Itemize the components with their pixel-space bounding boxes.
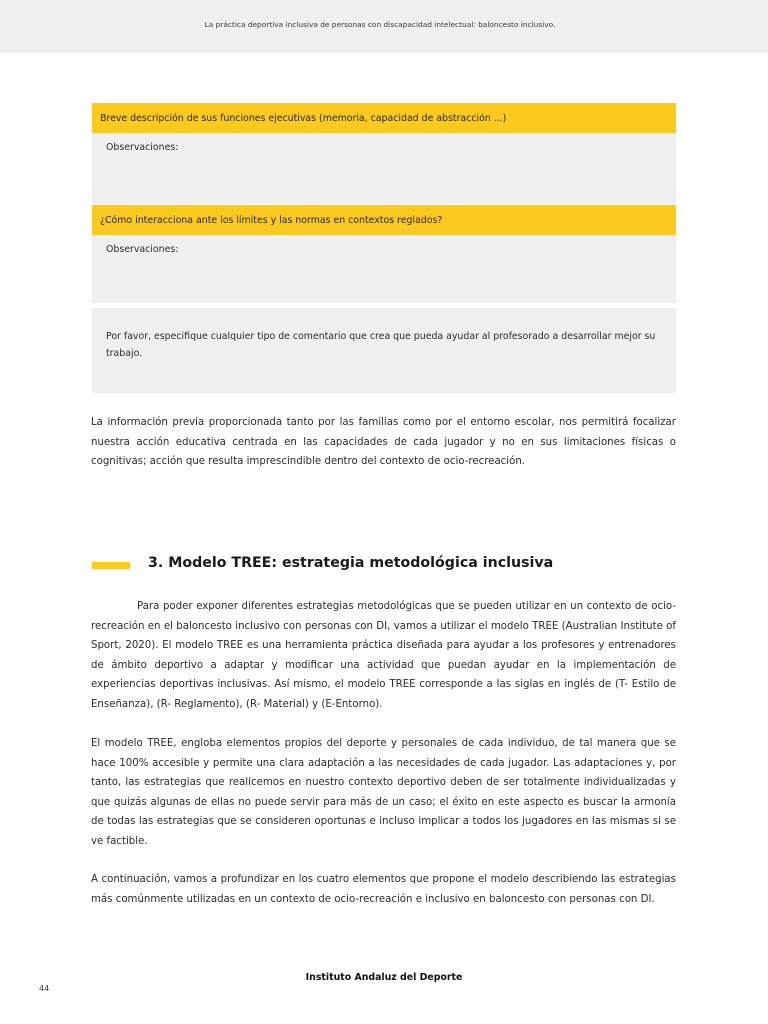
running-header xyxy=(0,0,768,53)
body-paragraph-2: El modelo TREE, engloba elementos propios del deporte y personales de cada individuo, de tal manera que se hace 100% accesible y permite una clara adaptación a las necesidades de cada jugador. Las adaptaciones y, por tanto, las estrategias que realicemos en nuestro contexto deportivo deben de ser totalmente individualizadas y que quizás algunas de ellas no puede servir para más de un caso; el éxito en este aspecto es buscar la armonía de todas las estrategias que se consideren oportunas e incluso implicar a todos los jugadores en las mismas si se ve factible. xyxy=(91,738,676,847)
form-question-1 xyxy=(92,103,676,204)
observations-label-1: Observaciones: xyxy=(106,142,179,153)
section-heading: 3. Modelo TREE: estrategia metodológica inclusiva xyxy=(148,555,554,571)
body-paragraph-3: A continuación, vamos a profundizar en los cuatro elementos que propone el modelo describiendo las estrategias más comúnmente utilizadas en un contexto de ocio-recreación e inclusivo en baloncesto con personas con DI. xyxy=(91,874,676,905)
page-number: 44 xyxy=(39,984,50,993)
comment-prompt: Por favor, especifique cualquier tipo de comentario que crea que pueda ayudar al profesorado a desarrollar mejor su trabajo. xyxy=(106,331,656,359)
observations-field-1 xyxy=(92,133,676,204)
section-marker xyxy=(92,562,130,569)
question-1-label: Breve descripción de sus funciones ejecutivas (memoria, capacidad de abstracción ...) xyxy=(92,103,676,133)
question-2-label: ¿Cómo interacciona ante los límites y las normas en contextos reglados? xyxy=(92,205,676,235)
footer-publisher: Instituto Andaluz del Deporte xyxy=(305,972,463,983)
body-paragraph-1-text: Para poder exponer diferentes estrategias metodológicas que se pueden utilizar en un contexto de ocio-recreación en el baloncesto inclusivo con personas con DI, vamos a utilizar el modelo TREE (Australian Institute of Sport, 2020). El modelo TREE es una herramienta práctica diseñada para ayudar a los profesores y entrenadores de ámbito deportivo a adaptar y modificar una actividad que puedan ayudar en la implementación de experiencias deportivas inclusivas. Así mismo, el modelo TREE corresponde a las siglas en inglés de (T- Estilo de Enseñanza), (R- Reglamento), (R- Material) y (E-Entorno). xyxy=(91,601,676,710)
intro-paragraph: La información previa proporcionada tanto por las familias como por el entorno escolar, nos permitirá focalizar nuestra acción educativa centrada en las capacidades de cada jugador y no en sus limitaciones físicas o cognitivas; acción que resulta imprescindible dentro del contexto de ocio-recreación. xyxy=(91,417,676,468)
observations-field-2 xyxy=(92,235,676,303)
observations-label-2: Observaciones: xyxy=(106,244,179,255)
running-title: La práctica deportiva inclusiva de personas con discapacidad intelectual: baloncesto inclusivo. xyxy=(204,20,556,29)
comment-field xyxy=(92,308,676,393)
body-paragraph-1 xyxy=(91,597,676,715)
form-question-2 xyxy=(92,205,676,303)
